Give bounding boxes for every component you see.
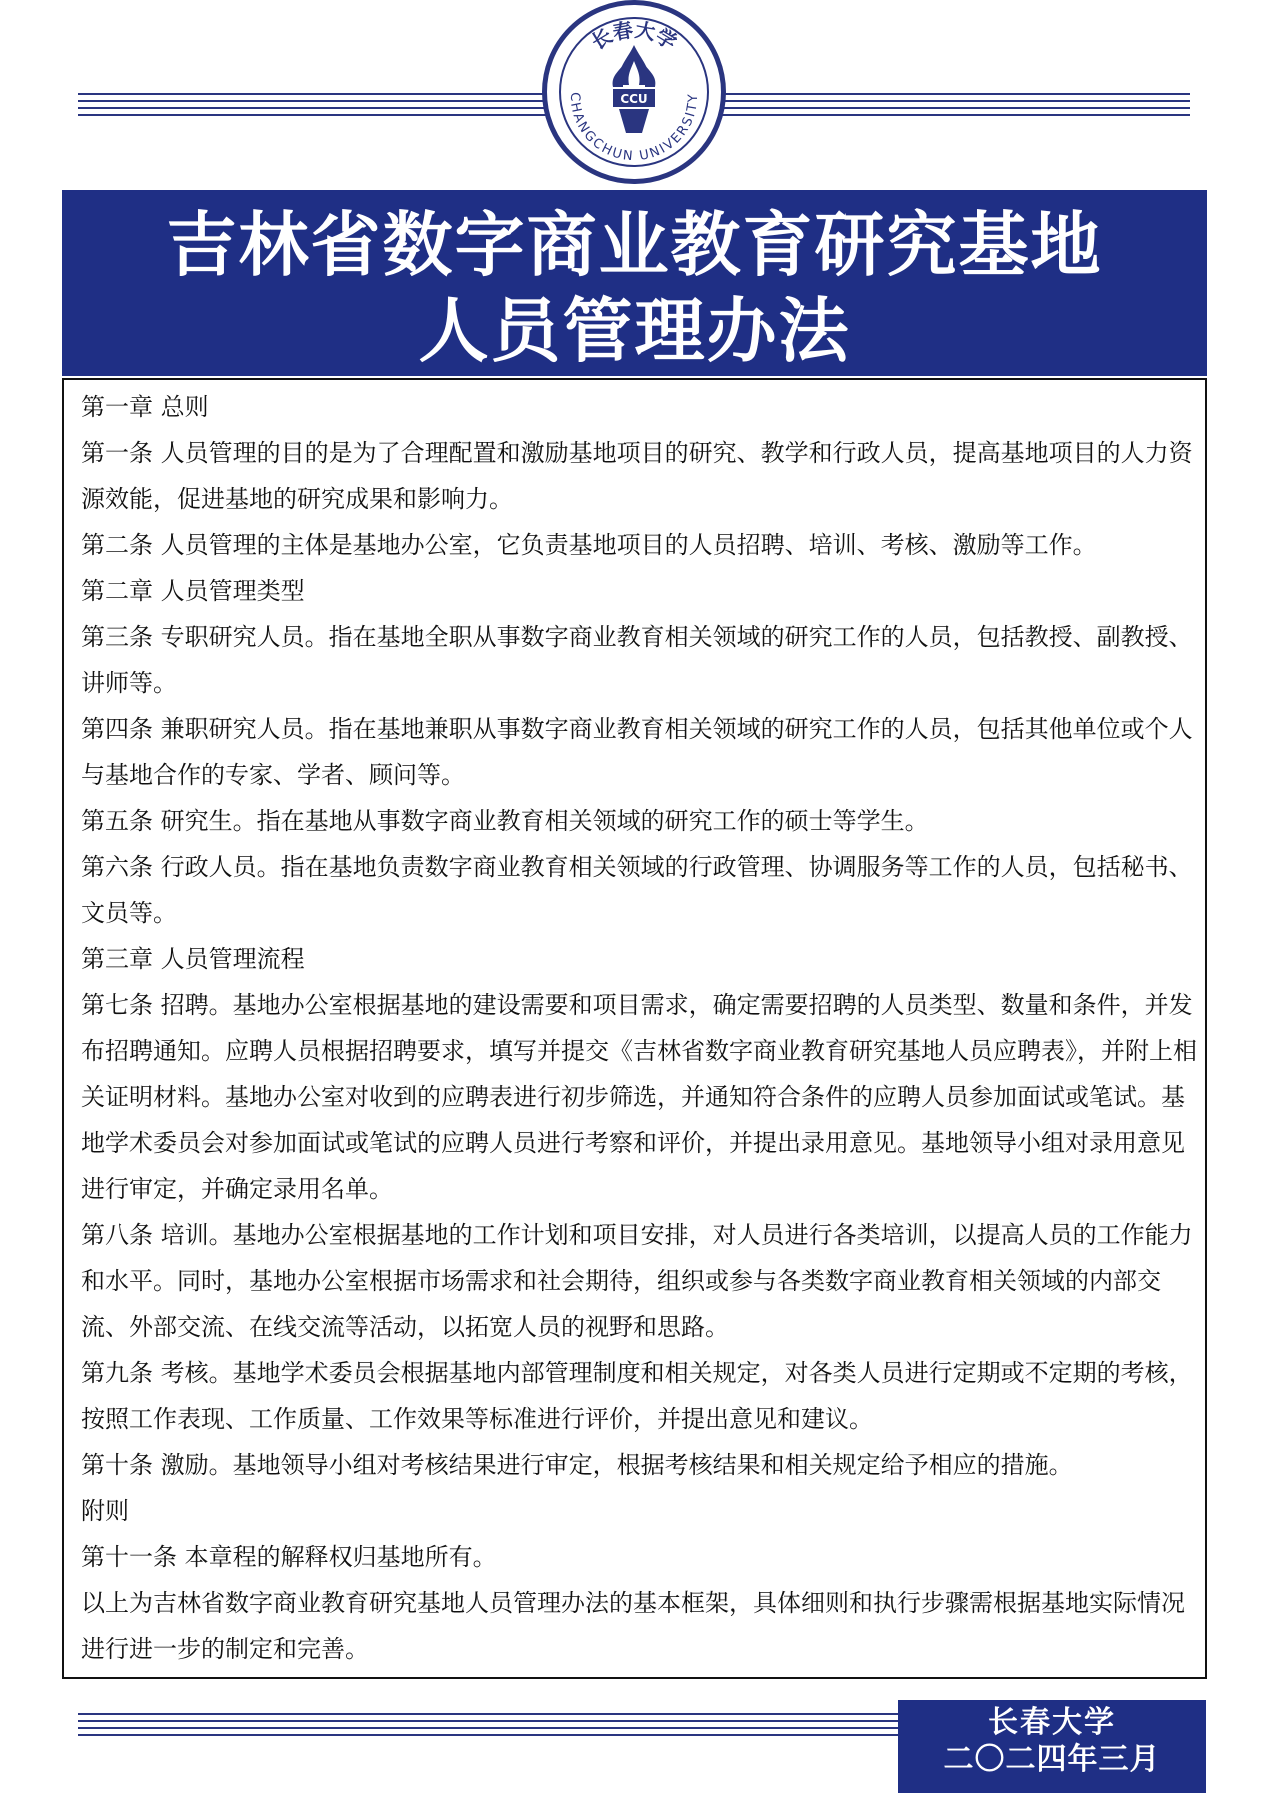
logo-arc-text-cn: 长春大学 (587, 17, 681, 55)
issue-date: 二〇二四年三月 (943, 1742, 1161, 1777)
university-logo (542, 0, 726, 184)
article-paragraph: 第二条 人员管理的主体是基地办公室，它负责基地项目的人员招聘、培训、考核、激励等工作。 (81, 531, 1097, 559)
article-paragraph: 第十条 激励。基地领导小组对考核结果进行审定，根据考核结果和相关规定给予相应的措施。 (81, 1451, 1073, 1479)
article-paragraph: 第七条 招聘。基地办公室根据基地的建设需要和项目需求，确定需要招聘的人员类型、数量和条件，并发布招聘通知。应聘人员根据招聘要求，填写并提交《吉林省数字商业教育研究基地人员应聘表》，并附上相关证明材料。基地办公室对收到的应聘表进行初步筛选，并通知符合条件的应聘人员参加面试或笔试。基地学术委员会对参加面试或笔试的应聘人员进行考察和评价，并提出录用意见。基地领导小组对录用意见进行审定，并确定录用名单。 (81, 991, 1197, 1203)
footer-issuer-box (898, 1700, 1206, 1793)
document-title-line2: 人员管理办法 (418, 289, 851, 372)
article-paragraph: 第九条 考核。基地学术委员会根据基地内部管理制度和相关规定，对各类人员进行定期或不定期的考核，按照工作表现、工作质量、工作效果等标准进行评价，并提出意见和建议。 (81, 1359, 1193, 1433)
article-paragraph: 第四条 兼职研究人员。指在基地兼职从事数字商业教育相关领域的研究工作的人员，包括其他单位或个人与基地合作的专家、学者、顾问等。 (81, 715, 1193, 789)
article-paragraph: 第八条 培训。基地办公室根据基地的工作计划和项目安排，对人员进行各类培训，以提高人员的工作能力和水平。同时，基地办公室根据市场需求和社会期待，组织或参与各类数字商业教育相关领域的内部交流、外部交流、在线交流等活动，以拓宽人员的视野和思路。 (81, 1221, 1193, 1341)
article-paragraph: 第五条 研究生。指在基地从事数字商业教育相关领域的研究工作的硕士等学生。 (81, 807, 929, 835)
logo-center-text: CCU (620, 92, 648, 106)
chapter-heading: 附则 (81, 1497, 129, 1525)
chapter-heading: 第一章 总则 (81, 393, 209, 421)
logo-arc-text-en: CHANGCHUN UNIVERSITY (566, 92, 702, 165)
torch-icon (613, 45, 656, 133)
issuer-name: 长春大学 (988, 1705, 1116, 1740)
article-paragraph: 第三条 专职研究人员。指在基地全职从事数字商业教育相关领域的研究工作的人员，包括教授、副教授、讲师等。 (81, 623, 1193, 697)
closing-paragraph: 以上为吉林省数字商业教育研究基地人员管理办法的基本框架，具体细则和执行步骤需根据基地实际情况进行进一步的制定和完善。 (81, 1589, 1185, 1663)
article-paragraph: 第十一条 本章程的解释权归基地所有。 (81, 1543, 497, 1571)
article-paragraph: 第一条 人员管理的目的是为了合理配置和激励基地项目的研究、教学和行政人员，提高基地项目的人力资源效能，促进基地的研究成果和影响力。 (81, 439, 1193, 513)
document-title-line1: 吉林省数字商业教育研究基地 (166, 203, 1103, 286)
chapter-heading: 第三章 人员管理流程 (81, 945, 305, 973)
document-body (62, 378, 1207, 1679)
article-paragraph: 第六条 行政人员。指在基地负责数字商业教育相关领域的行政管理、协调服务等工作的人员，包括秘书、文员等。 (81, 853, 1193, 927)
chapter-heading: 第二章 人员管理类型 (81, 577, 305, 605)
bottom-divider-lines (78, 1713, 898, 1743)
title-banner (62, 190, 1207, 376)
